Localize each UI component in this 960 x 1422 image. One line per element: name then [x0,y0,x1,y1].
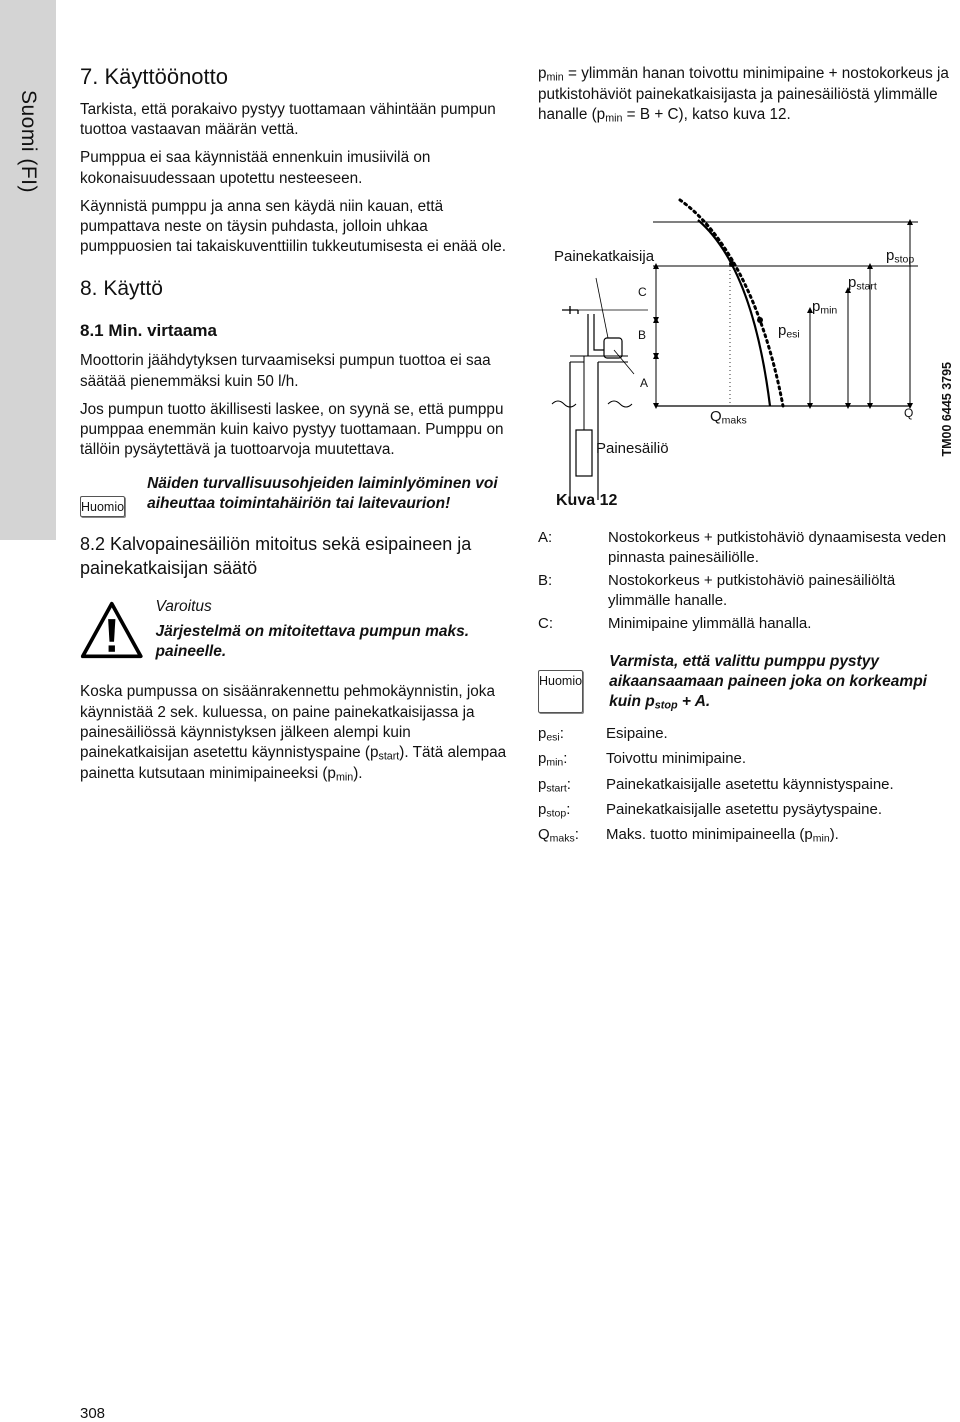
huomio-badge: Huomio [80,496,125,517]
def-row: A: Nostokorkeus + putkistohäviö dynaamisesta veden pinnasta painesäiliölle. [538,529,947,566]
def-row: C: Minimipaine ylimmällä hanalla. [538,615,812,632]
huomio-note-2 [538,652,958,713]
warning-text: Järjestelmä on mitoitettava pumpun maks. paineelle. [155,623,470,661]
pressure-tank-icon [604,338,622,358]
label-C: C [638,285,647,299]
huomio-text-2: Varmista, että valittu pumppu pystyy aikaansaamaan paineen joka on korkeampi kuin $p_{stop} + A$. [609,653,927,712]
label-pstart: $p_{start}$ [848,274,877,293]
s82-paragraph: Koska pumpussa on sisäänrakennettu pehmokäynnistin, joka käynnistää 2 sek. kuluessa, on paine painekatkaisijassa ja painesäiliössä käynnistyksen jälkeen alempi kuin painekatkaisijan asetettu käynnistyspaine $(p_{start})$. Tätä alempaa painetta kutsutaan minimipaineeksi $(p_{min})$. [80,683,507,784]
pressure-diagram [548,160,960,520]
figure-id: TM00 6445 3795 [940,362,954,457]
pump-curve [698,220,770,406]
right-column-intro [538,64,954,134]
section-8-1-title: 8.1 Min. virtaama [80,321,218,341]
def-row: B: Nostokorkeus + putkistohäviö painesäiliöltä ylimmälle hanalle. [538,572,896,609]
abc-definitions [538,528,958,638]
page-number: 308 [80,1405,106,1422]
caution-note [80,474,508,517]
water-level [552,401,632,407]
symbol-glossary [538,724,958,850]
gloss-row: $p_{stop}$: Painekatkaisijalle asetettu pysäytyspaine. [538,800,882,820]
section-8-2-title: 8.2 Kalvopainesäiliön mitoitus sekä esipaineen ja painekatkaisijan säätö [80,534,472,578]
label-pesi: $p_{esi}$ [778,322,800,341]
s7-paragraph-2: Pumppua ei saa käynnistää ennenkuin imusiivilä on kokonaisuudessaan upotettu nesteeseen. [80,149,431,187]
warning-block [80,598,508,662]
label-qmaks: $Q_{maks}$ [710,408,747,427]
pump-icon [576,430,592,476]
label-painesailio: Painesäiliö [596,440,669,457]
gloss-row: $p_{start}$: Painekatkaisijalle asetettu käynnistyspaine. [538,775,894,795]
left-column [80,60,508,792]
huomio-badge-2: Huomio [538,670,583,713]
tap-icon [562,306,578,314]
curve-point-2 [757,317,763,323]
label-pstop: $p_{stop}$ [886,247,915,266]
s81-paragraph-1: Moottorin jäähdytyksen turvaamiseksi pumpun tuottoa ei saa säätää pienemmäksi kuin 50 l/h. [80,352,491,390]
gloss-row: $p_{esi}$: Esipaine. [538,725,668,744]
s7-paragraph-1: Tarkista, että porakaivo pystyy tuottamaan vähintään pumpun tuottoa vastaavan määrän vettä. [80,101,496,139]
s7-paragraph-3: Käynnistä pumppu ja anna sen käydä niin kauan, että pumpattava neste on täysin puhdasta, jolloin uhkaa pumppuosien tai takaiskuventtiilin tukkeutumisesta ei enää ole. [80,197,507,256]
pmin-definition: $p_{min}$ = ylimmän hanan toivottu minimipaine + nostokorkeus ja putkistohäviöt painekatkaisijasta ja painesäiliöstä ylimmälle hanalle $(p_{min} = B + C)$, katso kuva 12. [538,65,949,125]
language-side-tab [0,0,56,540]
warning-triangle-icon [80,598,144,662]
section-7-title: 7. Käyttöönotto [80,64,228,89]
language-label: Suomi (FI) [17,90,40,194]
label-painekatkaisija: Painekatkaisija [554,248,655,265]
figure-caption: Kuva 12 [556,492,618,509]
gloss-row: $p_{min}$: Toivottu minimipaine. [538,750,747,769]
section-8-title: 8. Käyttö [80,277,163,301]
label-A: A [640,376,649,390]
label-pmin: $p_{min}$ [812,298,838,317]
gloss-row: $Q_{maks}$: Maks. tuotto minimipaineella $(p_{min})$. [538,826,839,845]
label-B: B [638,328,647,342]
label-q-axis: Q [904,406,914,420]
s81-paragraph-2: Jos pumpun tuotto äkillisesti laskee, on syynä se, että pumppu pumppaa enemmän kuin kaivo pystyy tuottamaan. Pumppu on tällöin pysäytettävä ja tuottoarvoja muutettava. [80,400,504,459]
curve-point-1 [729,261,735,267]
pump-curve-dotted [680,200,783,406]
caution-text: Näiden turvallisuusohjeiden laiminlyöminen voi aiheuttaa toimintahäiriön tai laitevaurion! [147,475,498,513]
warning-heading: Varoitus [155,598,212,616]
